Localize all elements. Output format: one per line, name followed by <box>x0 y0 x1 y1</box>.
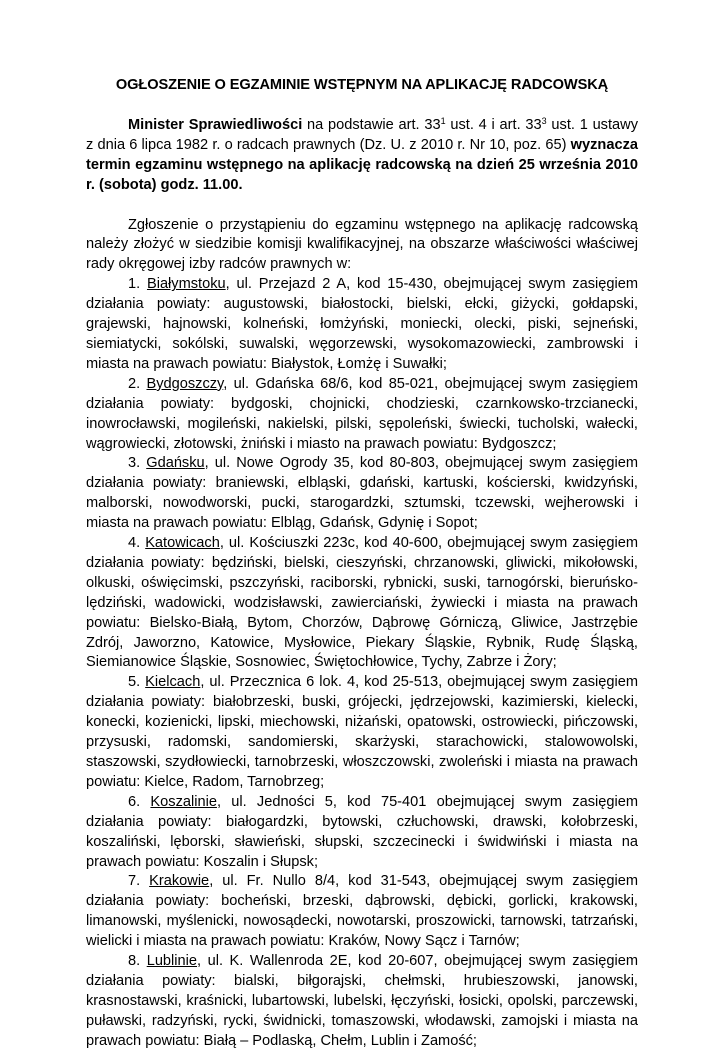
list-item <box>86 454 638 534</box>
item-number: 3. <box>128 455 147 472</box>
item-city: Katowicach <box>145 535 220 552</box>
intro-text-1: na podstawie art. 33 <box>302 116 441 133</box>
item-text: , ul. Jedności 5, kod 75-401 obejmującej swym zasięgiem działania powiaty: białogardzki, bytowski, człuchowski, drawski, kołobrzeski, koszaliński, lęborski, sławieński, słupski, szczecinecki i świdwiński i miasta na prawach powiatu: Koszalin i Słupsk; <box>86 793 638 870</box>
item-city: Kielcach <box>145 674 201 691</box>
list-item <box>86 673 638 792</box>
superscript-2: 3 <box>541 115 547 126</box>
item-text: , ul. Gdańska 68/6, kod 85-021, obejmującej swym zasięgiem działania powiaty: bydgoski, chojnicki, chodzieski, czarnkowsko-trzcianecki, inowrocławski, mogileński, nakielski, pilski, sępoleński, świecki, tucholski, wałecki, wągrowiecki, złotowski, żniński i miasto na prawach powiatu: Bydgoszcz; <box>86 375 638 452</box>
lead-paragraph: Zgłoszenie o przystąpieniu do egzaminu wstępnego na aplikację radcowską należy złożyć w siedzibie komisji kwalifikacyjnej, na obszarze właściwości właściwej rady okręgowej izby radców prawnych w: <box>86 216 638 273</box>
list-item <box>86 534 638 673</box>
item-city: Koszalinie <box>150 793 217 810</box>
exam-date-statement: wyznacza termin egzaminu wstępnego na aplikację radcowską na dzień 25 września 2010 r. (sobota) godz. 11.00. <box>86 136 638 193</box>
item-number: 5. <box>128 674 146 691</box>
list-item <box>86 375 638 455</box>
item-number: 6. <box>128 793 151 810</box>
item-text: , ul. K. Wallenroda 2E, kod 20-607, obejmującej swym zasięgiem działania powiaty: bialski, biłgorajski, chełmski, hrubieszowski, janowski, krasnostawski, kraśnicki, lubartowski, lubelski, łęczyński, łosicki, opolski, parczewski, puławski, radzyński, rycki, świdnicki, tomaszowski, włodawski, zamojski i miasta na prawach powiatu: Białą – Podlaską, Chełm, Lublin i Zamość; <box>86 953 638 1049</box>
list-item <box>86 275 638 375</box>
item-city: Białymstoku <box>146 276 226 293</box>
item-text: , ul. Kościuszki 223c, kod 40-600, obejmującej swym zasięgiem działania powiaty: będziński, bielski, cieszyński, chrzanowski, gliwicki, mikołowski, olkuski, oświęcimski, pszczyński, raciborski, rybnicki, suski, tarnogórski, bieruńsko-lędziński, wadowicki, wodzisławski, zawierciański, żywiecki i miasta na prawach powiatu: Bielsko-Białą, Bytom, Chorzów, Dąbrowę Górniczą, Gliwice, Jastrzębie Zdrój, Jaworzno, Katowice, Mysłowice, Piekary Śląskie, Rybnik, Rudę Śląską, Siemianowice Śląskie, Sosnowiec, Świętochłowice, Tychy, Zabrze i Żory; <box>86 535 639 671</box>
item-text: , ul. Przejazd 2 A, kod 15-430, obejmującej swym zasięgiem działania powiaty: augustowski, białostocki, bielski, ełcki, giżycki, gołdapski, grajewski, hajnowski, kolneński, łomżyński, moniecki, olecki, piski, sejneński, siemiatycki, sokólski, suwalski, węgorzewski, wysokomazowiecki, zambrowski i miasta na prawach powiatu: Białystok, Łomżę i Suwałki; <box>86 276 638 372</box>
intro-text-3: ust. 1 ustawy z dnia 6 lipca 1982 r. o radcach prawnych (Dz. U. z 2010 r. Nr 10, poz. 65) <box>86 116 638 153</box>
document-page <box>86 76 638 1052</box>
item-city: Gdańsku <box>146 455 205 472</box>
item-number: 8. <box>128 953 147 970</box>
item-number: 4. <box>128 535 146 552</box>
list-item <box>86 793 638 873</box>
item-text: , ul. Nowe Ogrody 35, kod 80-803, obejmującej swym zasięgiem działania powiaty: braniewski, elbląski, gdański, kartuski, kościerski, kwidzyński, malborski, nowodworski, pucki, starogardzki, sztumski, tczewski, wejherowski i miasta na prawach powiatu: Elbląg, Gdańsk, Gdynię i Sopot; <box>86 455 638 532</box>
item-text: , ul. Fr. Nullo 8/4, kod 31-543, obejmującej swym zasięgiem działania powiaty: bocheński, brzeski, dąbrowski, dębicki, gorlicki, krakowski, limanowski, myślenicki, nowosądecki, nowotarski, proszowicki, tarnowski, tatrzański, wielicki i miasta na prawach powiatu: Kraków, Nowy Sącz i Tarnów; <box>86 873 638 950</box>
announcement-title: OGŁOSZENIE O EGZAMINIE WSTĘPNYM NA APLIKACJĘ RADCOWSKĄ <box>115 77 609 93</box>
intro-paragraph <box>86 116 638 196</box>
item-number: 7. <box>128 873 150 890</box>
list-item <box>86 952 638 1052</box>
item-text: , ul. Przecznica 6 lok. 4, kod 25-513, obejmującej swym zasięgiem działania powiaty: białobrzeski, buski, grójecki, jędrzejowski, kazimierski, kielecki, konecki, kozienicki, lipski, miechowski, niżański, opatowski, ostrowiecki, pińczowski, przysuski, radomski, sandomierski, skarżyski, starachowicki, stalowowolski, staszowski, szydłowiecki, tarnobrzeski, włoszczowski, zwoleński i miasta na prawach powiatu: Kielce, Radom, Tarnobrzeg; <box>86 674 638 790</box>
superscript-1: 1 <box>440 115 446 126</box>
minister-label: Minister Sprawiedliwości <box>128 116 303 133</box>
intro-text-2: ust. 4 i art. 33 <box>445 116 542 133</box>
list-item <box>86 872 638 952</box>
paragraph-gap <box>86 196 638 216</box>
item-city: Bydgoszczy <box>146 375 224 392</box>
item-city: Lublinie <box>146 953 198 970</box>
item-city: Krakowie <box>149 873 210 890</box>
item-number: 2. <box>128 375 147 392</box>
item-number: 1. <box>128 276 147 293</box>
